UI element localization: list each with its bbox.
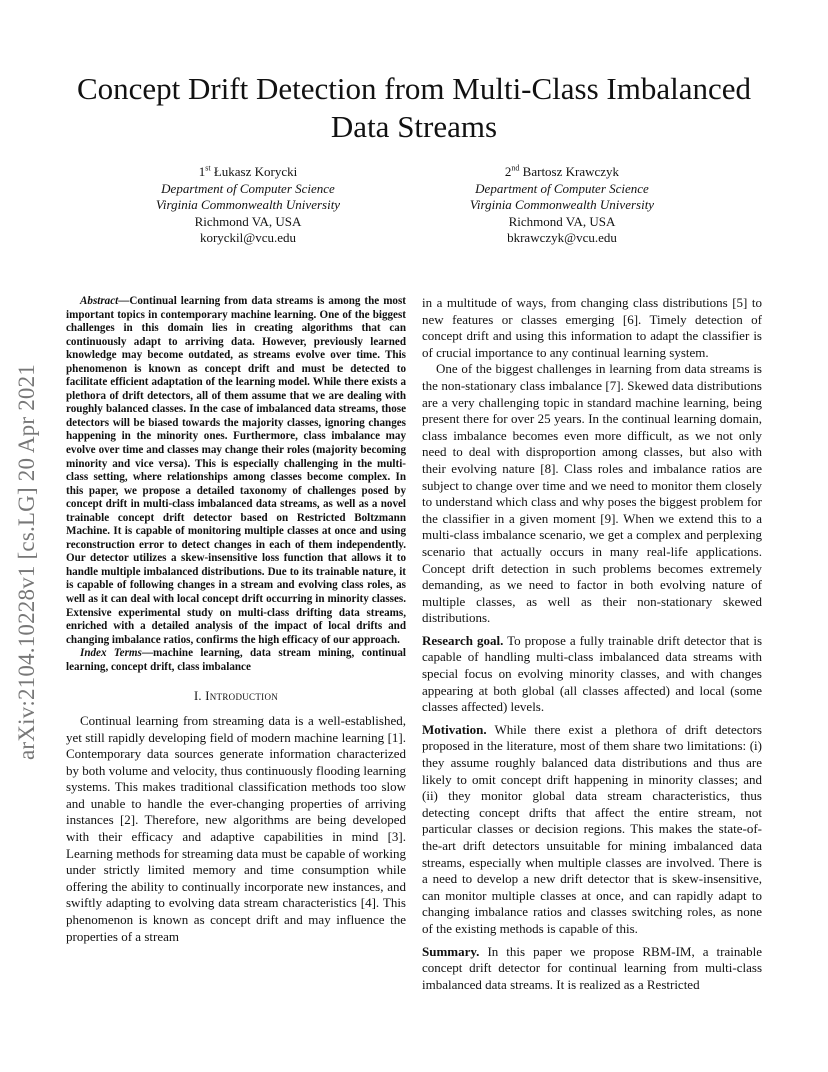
author-2-univ: Virginia Commonwealth University xyxy=(469,197,655,213)
author-1-name: 1st Łukasz Korycki xyxy=(198,163,298,179)
abstract: Abstract—Continual learning from data streams is among the most important topics in contemporary machine learning. One of the biggest challenges in this domain lies in creating algorithms that can continuously adapt to arriving data. However, previously learned knowledge may become outdated, as streams evolve over time. This phenomenon is known as concept drift and must be detected to facilitate efficient adaptation of the learning model. While there exists a plethora of drift detectors, all of them assume that we are dealing with roughly balanced classes. In the case of imbalanced data streams, those detectors will be biased towards the majority classes, ignoring changes happening in the minority ones. Furthermore, class imbalance may evolve over time and classes may change their roles (majority becoming minority and vice versa). This is especially challenging in the multi-class setting, where relationships among classes become complex. In this paper, we propose a detailed taxonomy of challenges posed by concept drift in multi-class imbalanced data streams, as well as a novel trainable concept drift detector based on Restricted Boltzmann Machine. It is capable of monitoring multiple classes at once and using reconstruction error to detect changes in each of them independently. Our detector utilizes a skew-insensitive loss function that allows it to handle multiple imbalanced distributions. Due to its trainable nature, it is capable of following changes in a stream and evolving class roles, as well as it can deal with local concept drift occurring in minority classes. Extensive experimental study on multi-class drifting data streams, enriched with a detailed analysis of the impact of local drifts and changing imbalance ratios, confirms the high efficacy of our approach. xyxy=(66,295,406,646)
author-1-email: koryckil@vcu.edu xyxy=(199,230,297,246)
right-paragraph-2: One of the biggest challenges in learning from data streams is the non-stationary class imbalance [7]. Skewed data distributions are a very challenging topic in standard machine learning, being present there for over 25 years. In the continual learning domain, class imbalance becomes even more difficult, as we not only need to deal with disproportion among classes, but also with their evolving nature [8]. Class roles and imbalance ratios are subject to change over time and we need to monitor them closely to understand which class and why poses the biggest problem for the classifier in a given moment [9]. When we extend this to a multi-class imbalance scenario, we get a complex and perplexing scenario that actually occurs in many real-life applications. Concept drift detection in such problems becomes extremely demanding, as we need to factor in both evolving nature of multiple classes, as well as their non-stationary skewed distributions. xyxy=(422,361,762,626)
arxiv-stamp: arXiv:2104.10228v1 [cs.LG] 20 Apr 2021 xyxy=(14,364,39,760)
author-2-city: Richmond VA, USA xyxy=(508,213,616,229)
author-1-univ: Virginia Commonwealth University xyxy=(155,197,341,213)
right-column xyxy=(422,295,762,993)
intro-paragraph-1: Continual learning from streaming data is a well-established, yet still rapidly developing field of modern machine learning [1]. Contemporary data sources generate information characterized by both volume and velocity, thus continuously flooding learning systems. This makes traditional classification methods too slow and unable to handle the ever-changing properties of arriving instances [2]. Therefore, new algorithms are being developed with their efficacy and adaptive capabilities in mind [3]. Learning methods for streaming data must be capable of working under strictly limited memory and time consumption while offering the ability to continually incorporate new instances, and swiftly adapting to evolving data stream characteristics [4]. This phenomenon is known as concept drift and may influence the properties of a stream xyxy=(66,712,406,944)
research-goal-paragraph: Research goal. To propose a fully trainable drift detector that is capable of handling multi-class imbalanced data streams with special focus on evolving minority classes, and with changes appearing at both global (all classes affected) and local (some classes affected) levels. xyxy=(422,632,762,715)
motivation-paragraph: Motivation. While there exist a plethora of drift detectors proposed in the literature, most of them share two limitations: (i) they assume roughly balanced data distributions and thus are likely to omit concept drift happening in minority classes; and (ii) they monitor global data stream characteristics, thus detecting concept drifts that affect the entire stream, not particular classes or decision regions. This makes the state-of-the-art drift detectors unsuitable for mining imbalanced data streams, especially when multiple classes are involved. There is a need to develop a new drift detector that is skew-insensitive, can monitor multiple classes at once, and can rapidly adapt to changing imbalance ratios and classes switching roles, as none of the existing methods is capable of this. xyxy=(422,721,762,936)
author-1 xyxy=(118,164,378,247)
author-1-dept: Department of Computer Science xyxy=(161,180,335,196)
section-heading: I. Introduction xyxy=(193,689,279,704)
author-1-city: Richmond VA, USA xyxy=(194,213,302,229)
summary-paragraph: Summary. In this paper we propose RBM-IM, a trainable concept drift detector for continual learning from multi-class imbalanced data streams. It is realized as a Restricted xyxy=(422,943,762,992)
index-terms: Index Terms—machine learning, data stream mining, continual learning, concept drift, class imbalance xyxy=(66,647,406,673)
author-2-name: 2nd Bartosz Krawczyk xyxy=(504,163,620,179)
left-column xyxy=(66,295,406,945)
author-2-email: bkrawczyk@vcu.edu xyxy=(507,230,617,246)
right-paragraph-1: in a multitude of ways, from changing class distributions [5] to new features or classes emerging [6]. Timely detection of concept drift and using this information to adapt the classifier is of crucial importance to any continual learning system. xyxy=(422,295,762,360)
author-2-dept: Department of Computer Science xyxy=(475,180,649,196)
paper-title: Concept Drift Detection from Multi-Class Imbalanced Data Streams xyxy=(76,71,752,144)
author-2 xyxy=(432,164,692,247)
